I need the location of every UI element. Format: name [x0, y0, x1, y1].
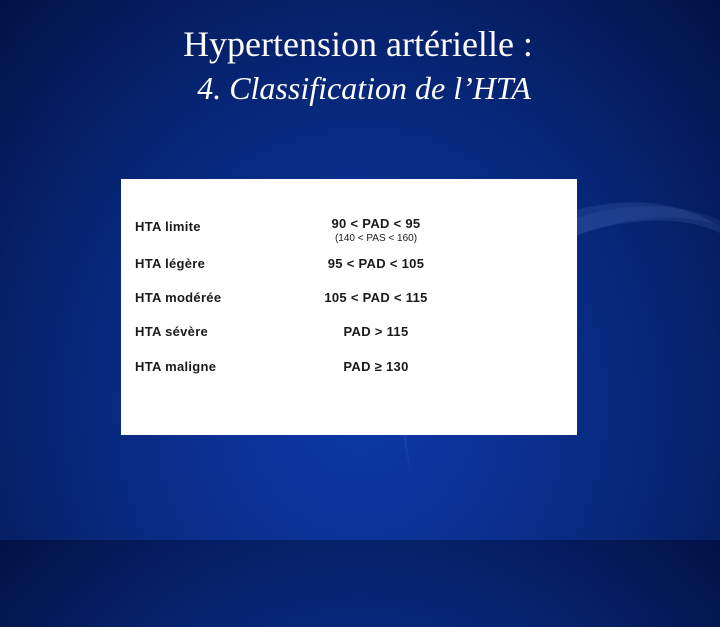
row-label: HTA maligne — [135, 359, 217, 374]
row-value: 90 < PAD < 95 — [331, 216, 421, 231]
classification-table — [121, 179, 577, 435]
row-label: HTA légère — [135, 256, 206, 271]
row-value: 95 < PAD < 105 — [327, 256, 425, 271]
slide-subtitle: 4. Classification de l’HTA — [197, 70, 531, 106]
row-value: PAD > 115 — [343, 324, 409, 339]
row-note: (140 < PAS < 160) — [334, 233, 418, 244]
row-value: 105 < PAD < 115 — [324, 290, 428, 305]
row-value: PAD ≥ 130 — [343, 359, 409, 374]
row-label: HTA modérée — [135, 290, 222, 305]
row-label: HTA sévère — [135, 324, 209, 339]
slide-title-block — [0, 22, 720, 110]
slide-title: Hypertension artérielle : — [183, 24, 533, 64]
row-label: HTA limite — [135, 219, 201, 234]
